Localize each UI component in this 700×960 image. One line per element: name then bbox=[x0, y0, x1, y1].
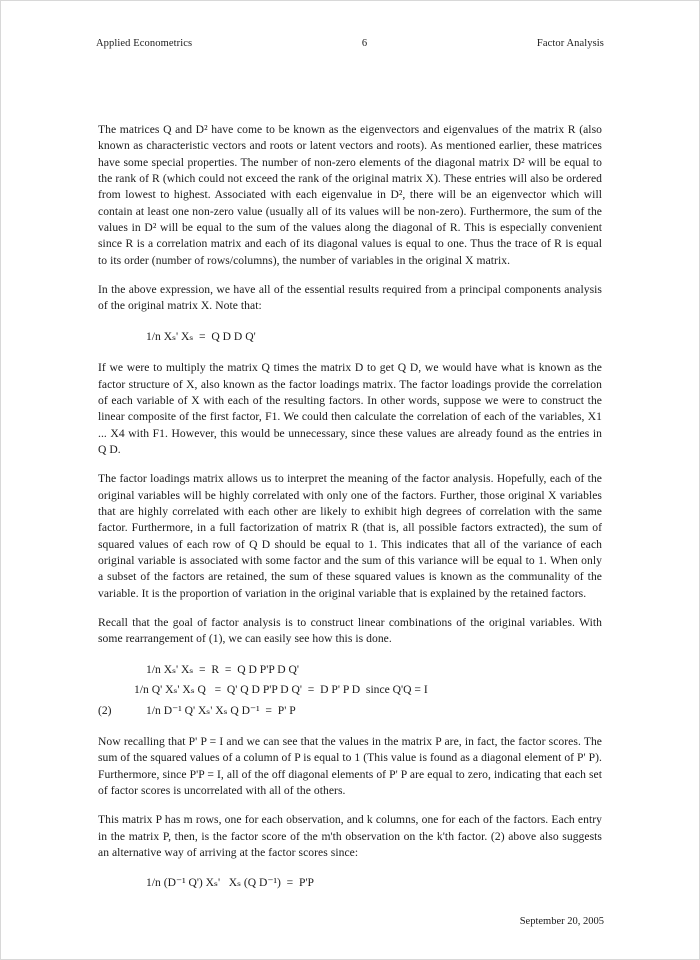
equation-4-text: 1/n D⁻¹ Q' Xₛ' Xₛ Q D⁻¹ = P' P bbox=[146, 703, 296, 717]
paragraph-factor-scores: Now recalling that P' P = I and we can see that the values in the matrix P are, in fact, the factor scores. The sum of the squared values of a column of P is equal to 1 (This value is found as a diagonal element of P' P). Furthermore, since P'P = I, all of the off diagonal elements of P' P are equal to zero, indicating that each set of factor scores is uncorrelated with all of the others. bbox=[98, 734, 602, 797]
footer-date: September 20, 2005 bbox=[519, 916, 604, 927]
equation-4 bbox=[98, 703, 602, 719]
paragraph-factor-structure: If we were to multiply the matrix Q times the matrix D to get Q D, we would have what is known as the factor structure of X, also known as the factor loadings matrix. The factor loadings provide the correlation of each variable of X with each of the resulting factors. In other words, suppose we were to construct the linear composite of the first factor, F1. We could then calculate the correlation of each of the variables, X1 ... X4 with F1. However, this would be unnecessary, since these values are already found as the entries in Q D. bbox=[98, 361, 602, 456]
paragraph-communality: The factor loadings matrix allows us to interpret the meaning of the factor analysis. Hopefully, each of the original variables will be highly correlated with only one of the factors. Further, those original X variables that are highly correlated with each other are likely to exhibit high degrees of correlation with the same factor. Furthermore, in a full factorization of matrix R (that is, all possible factors extracted), the sum of squared values of each row of Q D should be equal to 1. This indicates that all of the variance of each original variable is associated with some factor and the sum of this variance will be equal to 1. When only a subset of the factors are retained, the sum of these squared values is known as the communality of the variable. It is the proportion of variation in the original variable that is explained by the retained factors. bbox=[98, 472, 602, 600]
equation-block-2 bbox=[98, 662, 602, 719]
paragraph-eigen-properties: The matrices Q and D² have come to be known as the eigenvectors and eigenvalues of the matrix R (also known as characteristic vectors and roots or latent vectors and roots). As mentioned earlier, these matrices have some special properties. The number of non-zero elements of the diagonal matrix D² will be equal to the rank of R (which could not exceed the rank of the original matrix X). These entries will also be ordered from lowest to highest. Associated with each eigenvalue in D², there will be an eigenvector which will contain at least one non-zero value (usually all of its values will be non-zero). Furthermore, the sum of the values in D² will be equal to the sum of the values along the diagonal of R. This is especially convenient since R is a correlation matrix and each of its diagonal values is equal to one. Thus the trace of R is equal to its order (number of rows/columns), the number of variables in the original X matrix. bbox=[98, 123, 602, 267]
equation-5 bbox=[98, 875, 602, 891]
equation-1-text: 1/n Xₛ' Xₛ = Q D D Q' bbox=[146, 329, 256, 343]
paragraph-principal-components: In the above expression, we have all of the essential results required from a principal components analysis of the original matrix X. Note that: bbox=[98, 283, 602, 313]
equation-3-text: 1/n Q' Xₛ' Xₛ Q = Q' Q D P'P D Q' = D P' P D since Q'Q = I bbox=[134, 683, 428, 697]
equation-1 bbox=[98, 329, 602, 345]
equation-3 bbox=[98, 682, 602, 698]
equation-2-text: 1/n Xₛ' Xₛ = R = Q D P'P D Q' bbox=[146, 662, 299, 676]
equation-2 bbox=[98, 662, 602, 678]
equation-5-text: 1/n (D⁻¹ Q') Xₛ' Xₛ (Q D⁻¹) = P'P bbox=[146, 876, 314, 890]
page-number: 6 bbox=[361, 38, 368, 49]
equation-4-number: (2) bbox=[98, 703, 112, 717]
running-head-topic: Factor Analysis bbox=[536, 38, 604, 49]
equation-block-3 bbox=[98, 875, 602, 891]
running-head bbox=[96, 38, 604, 49]
running-head-course: Applied Econometrics bbox=[96, 38, 193, 49]
paragraph-linear-combinations: Recall that the goal of factor analysis is to construct linear combinations of the original variables. With some rearrangement of (1), we can easily see how this is done. bbox=[98, 616, 602, 646]
paragraph-matrix-p-dimensions: This matrix P has m rows, one for each observation, and k columns, one for each of the factors. Each entry in the matrix P, then, is the factor score of the m'th observation on the k'th factor. (2) above also suggests an alternative way of arriving at the factor scores since: bbox=[98, 813, 602, 859]
document-body bbox=[98, 122, 602, 907]
equation-block-1 bbox=[98, 329, 602, 345]
